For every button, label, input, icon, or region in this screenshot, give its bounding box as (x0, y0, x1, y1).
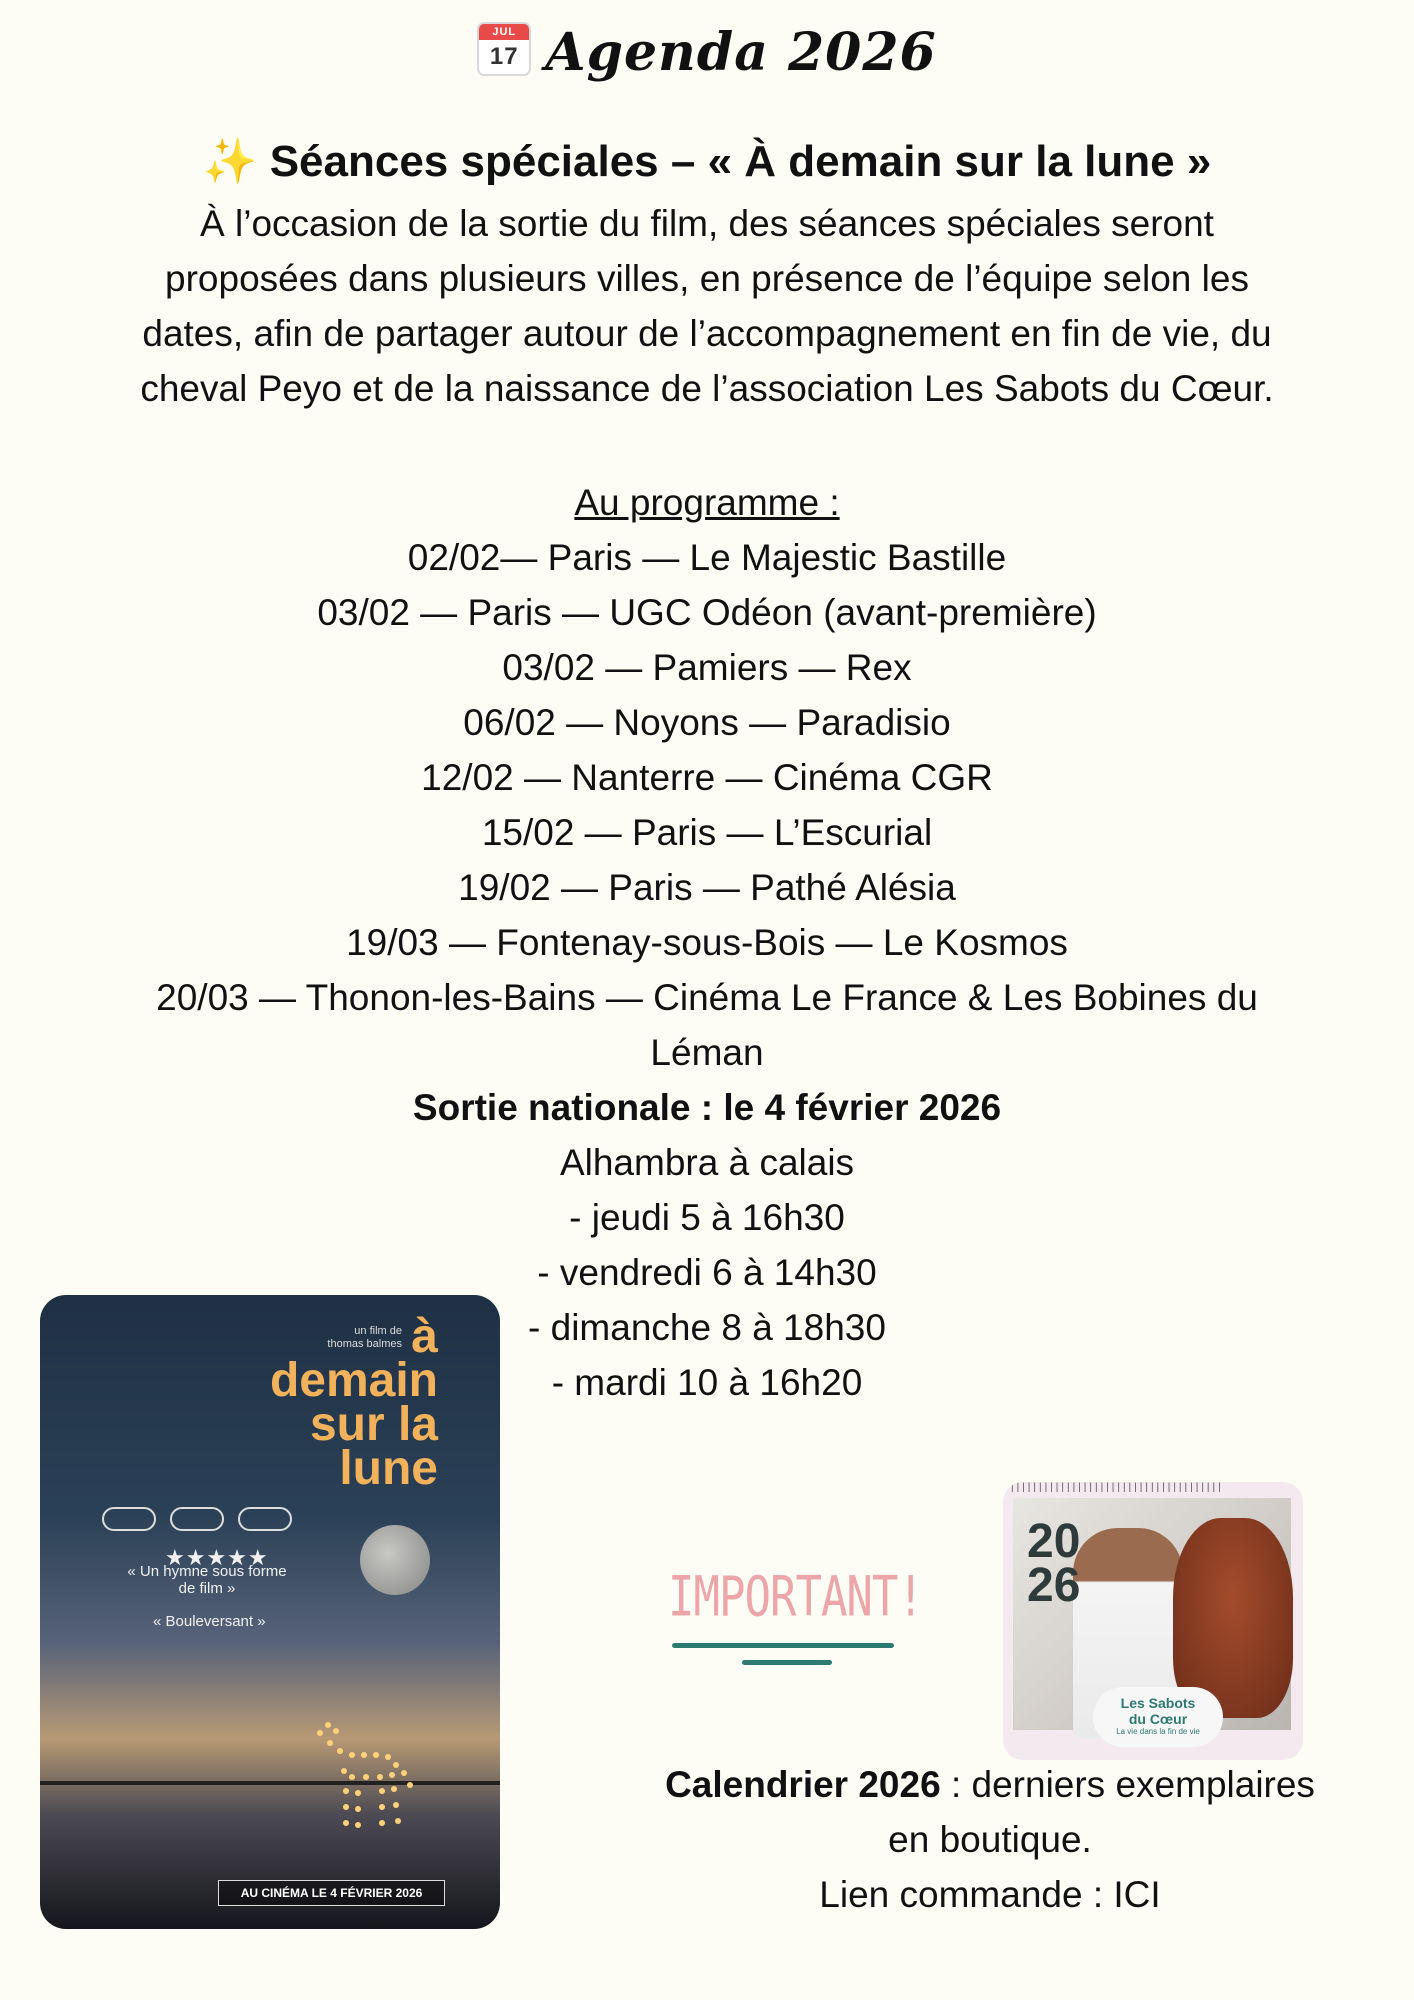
calendar-footer-line (610, 1757, 1370, 1812)
important-label: IMPORTANT! (668, 1565, 923, 1630)
sparkles-icon: ✨ (202, 137, 258, 186)
intro-line: dates, afin de partager autour de l’accompagnement en fin de vie, du (142, 313, 1272, 354)
poster-title-line: lune (339, 1442, 438, 1495)
section-title-text: Séances spéciales – « À demain sur la lune » (269, 137, 1212, 186)
program-item: 12/02 — Nanterre — Cinéma CGR (421, 757, 993, 798)
showtime: - dimanche 8 à 18h30 (528, 1307, 886, 1348)
poster-credit-line: thomas balmes (327, 1338, 402, 1350)
logo-line: Les Sabots (1120, 1695, 1196, 1711)
poster-title-line: demain (269, 1354, 438, 1407)
program-heading: Au programme : (574, 482, 840, 523)
showtime: - vendredi 6 à 14h30 (537, 1252, 877, 1293)
calendar-footer (610, 1757, 1370, 1922)
calendar-year-line: 26 (1027, 1559, 1081, 1612)
poster-title-line: sur la (309, 1398, 438, 1451)
moon-icon (360, 1525, 430, 1595)
rating-stars: ★★★★★ (165, 1545, 269, 1570)
release-date: Sortie nationale : le 4 février 2026 (412, 1087, 1002, 1128)
poster-release-banner: AU CINÉMA LE 4 FÉVRIER 2026 (218, 1880, 445, 1906)
intro-line: proposées dans plusieurs villes, en présence de l’équipe selon les (165, 258, 1249, 299)
review-quote: « Bouleversant » (153, 1613, 266, 1630)
movie-poster (40, 1295, 500, 1929)
review-quote: « Un hymne sous forme de film » (127, 1563, 287, 1597)
program-item: 15/02 — Paris — L’Escurial (481, 812, 933, 853)
poster-title (269, 1310, 438, 1495)
showtime: - mardi 10 à 16h20 (551, 1362, 863, 1403)
binding-rings: |||||||||||||||||||||||||||||||||||||| (1011, 1482, 1224, 1492)
logo-tagline: La vie dans la fin de vie (1116, 1727, 1200, 1736)
order-link[interactable]: Lien commande : ICI (819, 1874, 1161, 1915)
association-logo (1093, 1687, 1223, 1747)
festival-laurels (102, 1507, 306, 1534)
calendar-year-line: 20 (1027, 1515, 1081, 1568)
calendar-footer-line2: en boutique. (888, 1819, 1092, 1860)
program-item: Léman (650, 1032, 764, 1073)
calendar-footer-text: : derniers exemplaires (940, 1764, 1315, 1805)
intro-line: À l’occasion de la sortie du film, des séances spéciales seront (200, 203, 1214, 244)
calendar-footer-bold: Calendrier 2026 (665, 1764, 941, 1805)
page-header (0, 22, 1414, 83)
poster-title-line: à (411, 1310, 438, 1363)
calendar-year (1027, 1515, 1087, 1612)
laurel-icon (102, 1507, 156, 1531)
section-title (40, 132, 1374, 192)
program-item: 20/03 — Thonon-les-Bains — Cinéma Le France & Les Bobines du (156, 977, 1258, 1018)
program-item: 06/02 — Noyons — Paradisio (463, 702, 951, 743)
calendar-icon (477, 22, 531, 76)
important-underline (672, 1643, 894, 1648)
poster-credit-line: un film de (354, 1325, 402, 1337)
program-item: 03/02 — Paris — UGC Odéon (avant-première) (317, 592, 1097, 633)
laurel-icon (238, 1507, 292, 1531)
showtime: - jeudi 5 à 16h30 (569, 1197, 845, 1238)
calendar-product-image (1003, 1482, 1303, 1760)
program-item: 03/02 — Pamiers — Rex (502, 647, 912, 688)
page-title: Agenda 2026 (545, 22, 937, 83)
program-item: 02/02— Paris — Le Majestic Bastille (407, 537, 1007, 578)
calendar-icon-month: JUL (479, 24, 529, 40)
program-list (40, 475, 1374, 1410)
laurel-icon (170, 1507, 224, 1531)
program-item: 19/03 — Fontenay-sous-Bois — Le Kosmos (346, 922, 1068, 963)
fence (40, 1781, 500, 1785)
intro-paragraph (40, 196, 1374, 416)
calendar-icon-day: 17 (489, 43, 519, 70)
important-underline (742, 1660, 832, 1665)
program-item: 19/02 — Paris — Pathé Alésia (458, 867, 956, 908)
lit-horse-icon (300, 1715, 420, 1830)
venue-name: Alhambra à calais (559, 1142, 855, 1183)
logo-line: du Cœur (1128, 1711, 1188, 1727)
intro-line: cheval Peyo et de la naissance de l’association Les Sabots du Cœur. (140, 368, 1274, 409)
